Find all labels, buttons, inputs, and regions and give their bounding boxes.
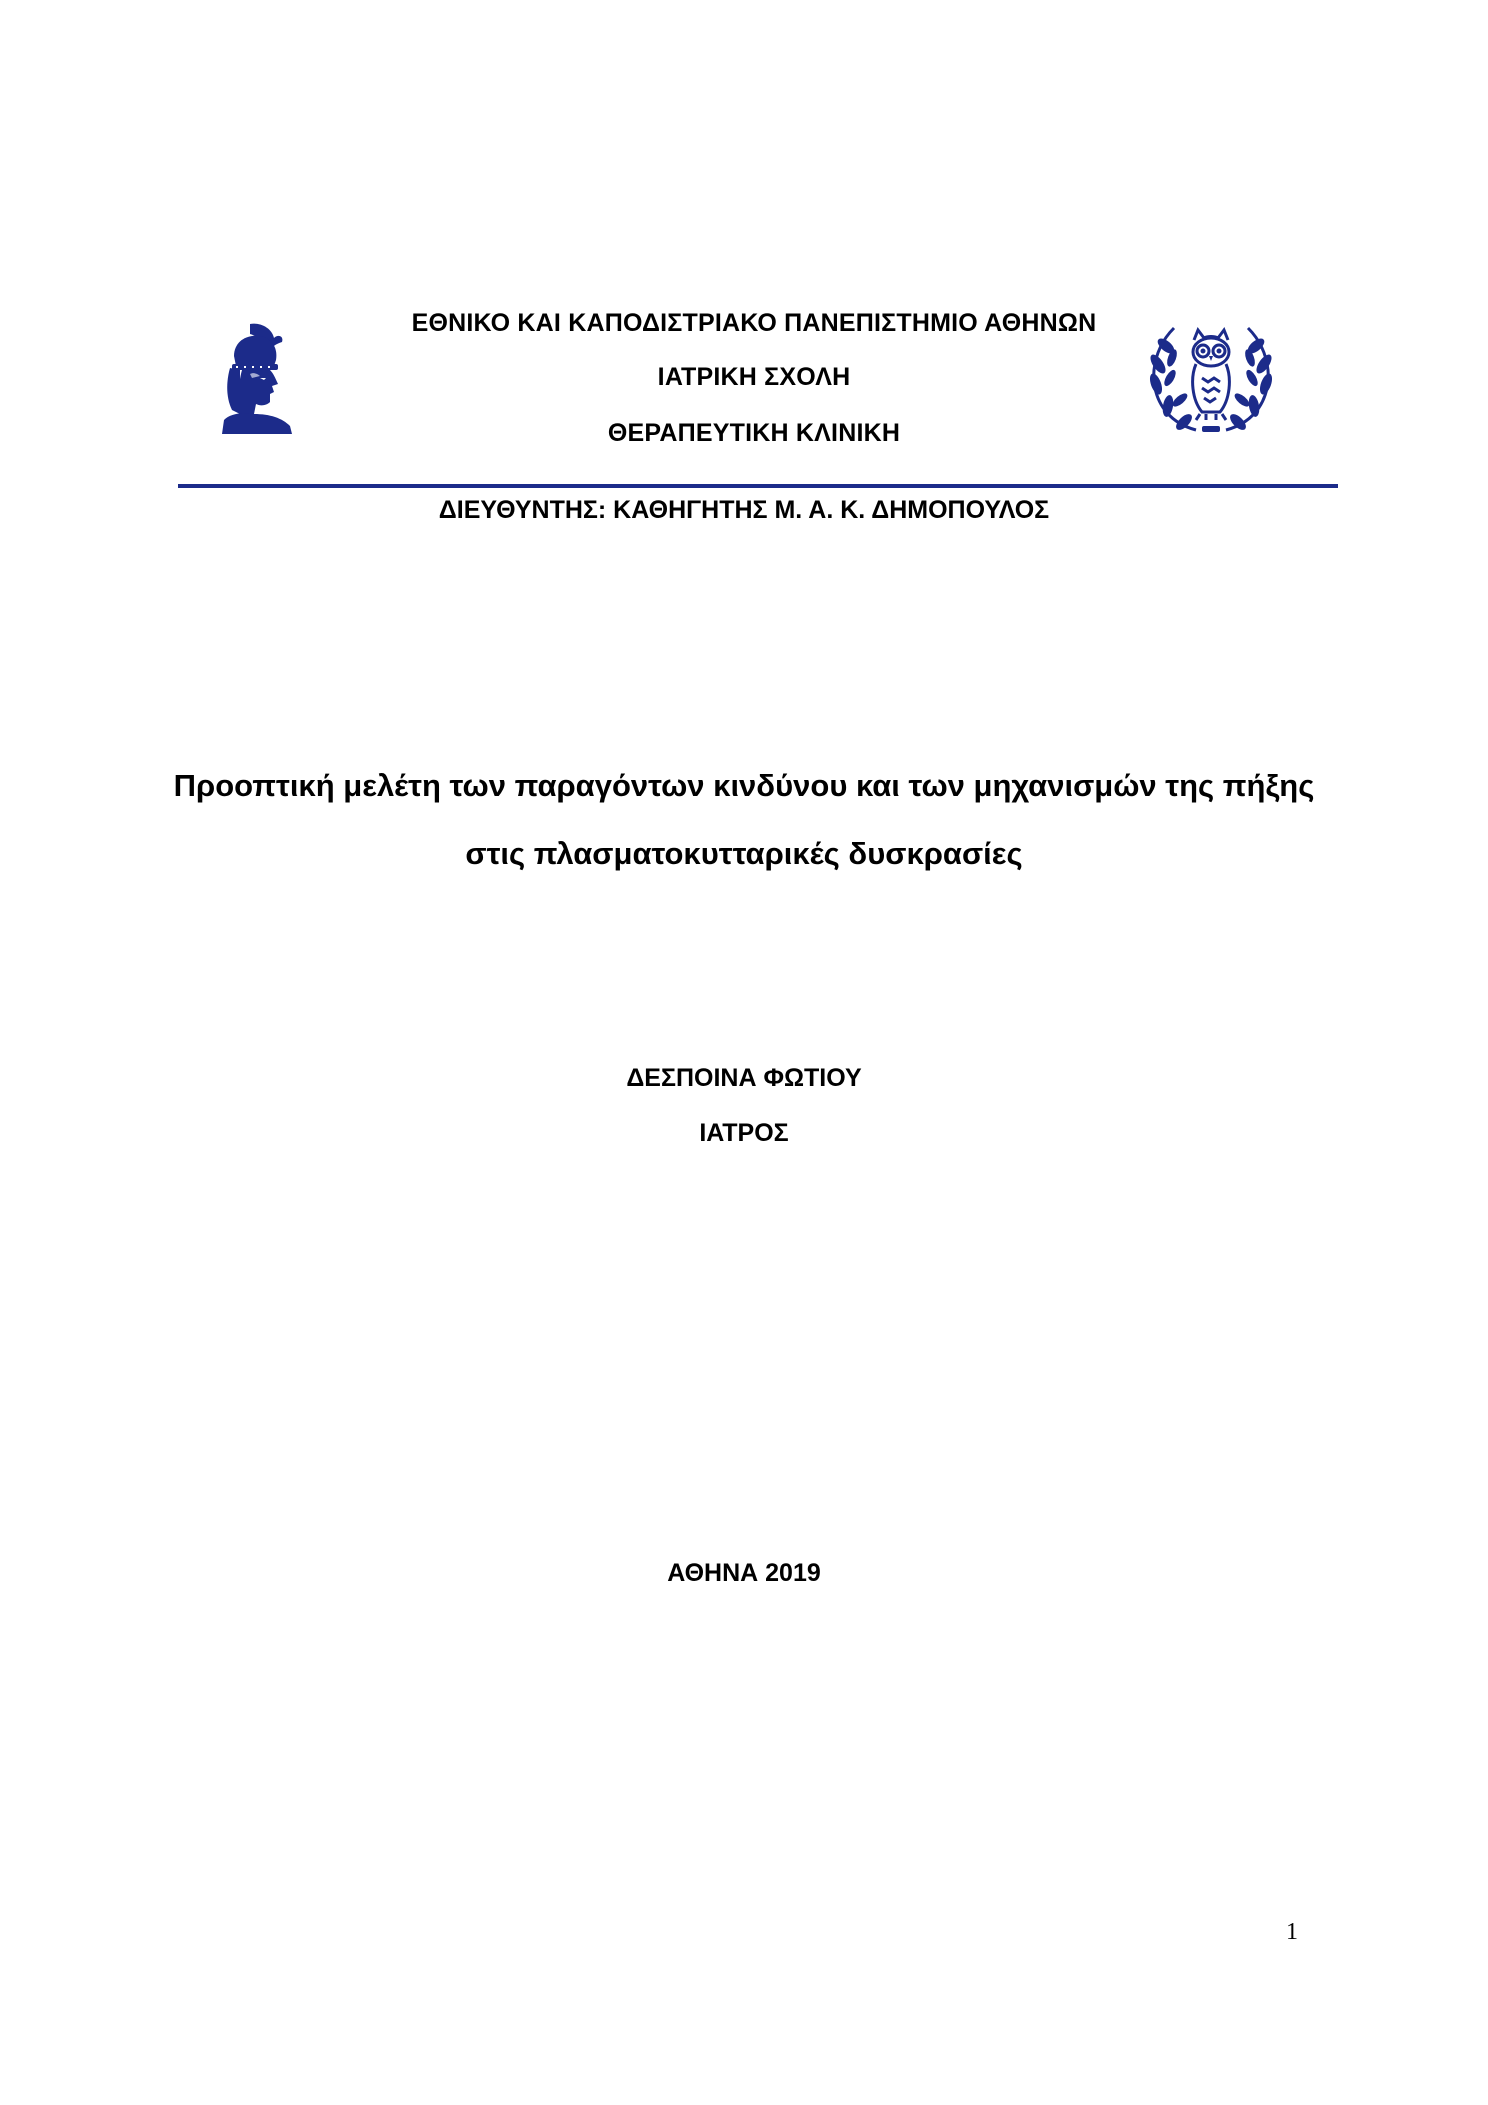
clinic-name: ΘΕΡΑΠΕΥΤΙΚΗ ΚΛΙΝΙΚΗ bbox=[607, 419, 901, 447]
thesis-title-line-2: στις πλασματοκυτταρικές δυσκρασίες bbox=[465, 836, 1023, 871]
header-divider bbox=[178, 484, 1338, 488]
author-role: ΙΑΤΡΟΣ bbox=[699, 1119, 789, 1147]
university-name: ΕΘΝΙΚΟ ΚΑΙ ΚΑΠΟΔΙΣΤΡΙΑΚΟ ΠΑΝΕΠΙΣΤΗΜΙΟ ΑΘΗΝΩΝ bbox=[411, 309, 1097, 337]
page-number: 1 bbox=[1286, 1919, 1298, 1945]
thesis-title-line-1: Προοπτική μελέτη των παραγόντων κινδύνου και των μηχανισμών της πήξης bbox=[173, 768, 1315, 803]
author-name: ΔΕΣΠΟΙΝΑ ΦΩΤΙΟΥ bbox=[626, 1064, 862, 1092]
place-year: ΑΘΗΝΑ 2019 bbox=[667, 1559, 821, 1587]
director-line: ΔΙΕΥΘΥΝΤΗΣ: ΚΑΘΗΓΗΤΗΣ Μ. Α. Κ. ΔΗΜΟΠΟΥΛΟΣ bbox=[438, 496, 1050, 524]
school-name: ΙΑΤΡΙΚΗ ΣΧΟΛΗ bbox=[657, 363, 851, 391]
owl-laurel-wreath-icon bbox=[1146, 318, 1276, 438]
